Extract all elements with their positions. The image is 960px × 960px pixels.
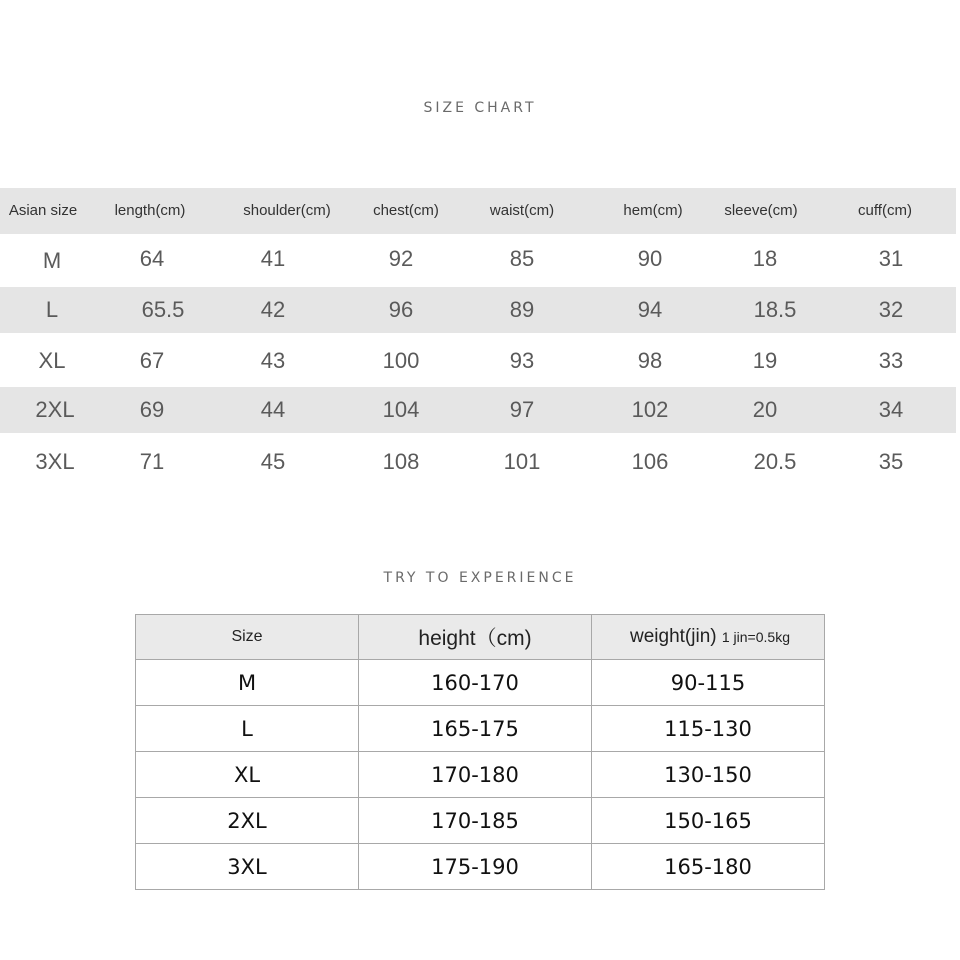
chest-cell: 100 <box>382 348 420 373</box>
table-row <box>136 706 825 752</box>
hem-cell: 106 <box>631 449 669 474</box>
try-experience-table <box>135 614 825 890</box>
hem-cell: 102 <box>631 397 669 422</box>
height-cell: 175-190 <box>359 844 592 890</box>
size-cell: 2XL <box>136 798 359 844</box>
table-row <box>0 433 956 489</box>
size-chart-table <box>0 188 956 489</box>
table-row <box>0 287 956 333</box>
table-row <box>136 660 825 706</box>
size-cell: XL <box>38 348 66 373</box>
waist-cell: 89 <box>509 297 535 322</box>
header-cell-cuff: cuff(cm) <box>858 202 912 219</box>
try-table-header-row <box>136 615 825 660</box>
sleeve-cell: 20 <box>752 397 778 422</box>
header-cell-shoulder: shoulder(cm) <box>243 202 331 219</box>
table-row <box>0 234 956 287</box>
length-cell: 67 <box>139 348 165 373</box>
shoulder-cell: 43 <box>260 348 286 373</box>
header-cell-sleeve: sleeve(cm) <box>724 202 798 219</box>
chest-cell: 92 <box>388 246 414 271</box>
height-cell: 170-180 <box>359 752 592 798</box>
size-cell: 3XL <box>35 449 75 474</box>
length-cell: 65.5 <box>141 297 185 322</box>
weight-cell: 130-150 <box>592 752 825 798</box>
cuff-cell: 33 <box>878 348 904 373</box>
cuff-cell: 32 <box>878 297 904 322</box>
height-cell: 165-175 <box>359 706 592 752</box>
sleeve-cell: 19 <box>752 348 778 373</box>
header-cell-hem: hem(cm) <box>623 202 683 219</box>
header-size: Size <box>136 615 359 660</box>
weight-label: weight(jin) <box>630 626 717 647</box>
size-cell: 3XL <box>136 844 359 890</box>
waist-cell: 85 <box>509 246 535 271</box>
header-cell-asian-size: Asian size <box>8 202 78 219</box>
hem-cell: 90 <box>637 246 663 271</box>
hem-cell: 98 <box>637 348 663 373</box>
size-cell: 2XL <box>35 397 75 422</box>
weight-cell: 150-165 <box>592 798 825 844</box>
cuff-cell: 31 <box>878 246 904 271</box>
weight-conversion-note: 1 jin=0.5kg <box>721 629 790 645</box>
header-cell-chest: chest(cm) <box>373 202 439 219</box>
chest-cell: 108 <box>382 449 420 474</box>
shoulder-cell: 41 <box>260 246 286 271</box>
table-row <box>136 798 825 844</box>
size-chart-title: SIZE CHART <box>423 100 537 116</box>
table-row <box>0 333 956 387</box>
weight-cell: 115-130 <box>592 706 825 752</box>
cuff-cell: 34 <box>878 397 904 422</box>
length-cell: 71 <box>139 449 165 474</box>
length-cell: 64 <box>139 246 165 271</box>
size-chart-header-row <box>0 188 956 234</box>
table-row <box>136 752 825 798</box>
chest-cell: 104 <box>382 397 420 422</box>
size-cell: M <box>42 248 62 273</box>
waist-cell: 101 <box>503 449 541 474</box>
size-cell: L <box>45 297 59 322</box>
size-cell: M <box>136 660 359 706</box>
sleeve-cell: 20.5 <box>753 449 797 474</box>
size-cell: L <box>136 706 359 752</box>
table-row <box>0 387 956 433</box>
shoulder-cell: 44 <box>260 397 286 422</box>
table-row <box>136 844 825 890</box>
header-cell-waist: waist(cm) <box>489 202 555 219</box>
sleeve-cell: 18.5 <box>753 297 797 322</box>
shoulder-cell: 45 <box>260 449 286 474</box>
height-cell: 160-170 <box>359 660 592 706</box>
cuff-cell: 35 <box>878 449 904 474</box>
try-experience-title: TRY TO EXPERIENCE <box>383 570 577 586</box>
waist-cell: 97 <box>509 397 535 422</box>
shoulder-cell: 42 <box>260 297 286 322</box>
sleeve-cell: 18 <box>752 246 778 271</box>
size-cell: XL <box>136 752 359 798</box>
hem-cell: 94 <box>637 297 663 322</box>
header-cell-length: length(cm) <box>114 202 186 219</box>
waist-cell: 93 <box>509 348 535 373</box>
header-height: height（cm) <box>359 615 592 660</box>
header-weight <box>592 615 825 660</box>
weight-cell: 90-115 <box>592 660 825 706</box>
length-cell: 69 <box>139 397 165 422</box>
chest-cell: 96 <box>388 297 414 322</box>
weight-cell: 165-180 <box>592 844 825 890</box>
height-cell: 170-185 <box>359 798 592 844</box>
